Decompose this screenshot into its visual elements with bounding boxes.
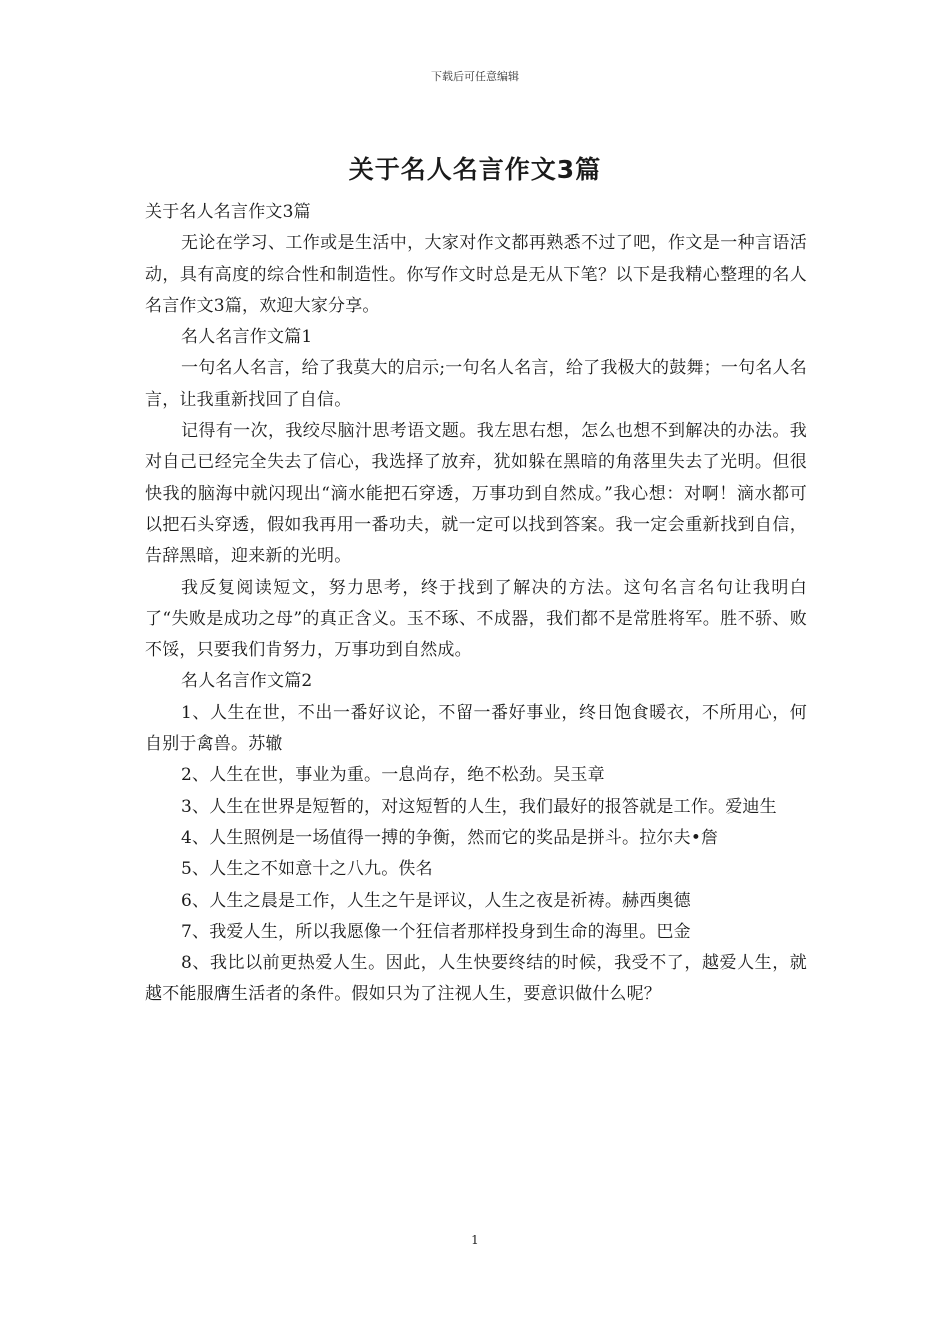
subtitle-paragraph: 关于名人名言作文3篇 <box>145 202 311 222</box>
essay-1-paragraph: 我反复阅读短文，努力思考，终于找到了解决的方法。这句名言名句让我明白了“失败是成功之母”的真正含义。玉不琢、不成器，我们都不是常胜将军。胜不骄、败不馁，只要我们肯努力，万事功到自然成。 <box>145 577 807 661</box>
document-body <box>145 197 807 1011</box>
page-number: 1 <box>471 1233 479 1247</box>
quote-item: 2、人生在世，事业为重。一息尚存，绝不松劲。吴玉章 <box>181 765 605 786</box>
document-title: 关于名人名言作文3篇 <box>348 155 602 184</box>
page-header: 下载后可任意编辑 <box>431 70 519 83</box>
section-heading-essay-1: 名人名言作文篇1 <box>181 327 313 348</box>
quote-item: 6、人生之晨是工作，人生之午是评议，人生之夜是祈祷。赫西奥德 <box>181 890 691 911</box>
quote-item: 3、人生在世界是短暂的，对这短暂的人生，我们最好的报答就是工作。爱迪生 <box>181 796 777 817</box>
quote-item: 5、人生之不如意十之八九。佚名 <box>181 859 433 880</box>
intro-paragraph: 无论在学习、工作或是生活中，大家对作文都再熟悉不过了吧，作文是一种言语活动，具有高度的综合性和制造性。你写作文时总是无从下笔？以下是我精心整理的名人名言作文3篇，欢迎大家分享。 <box>145 233 807 316</box>
section-heading-essay-2: 名人名言作文篇2 <box>181 671 313 692</box>
essay-1-paragraph: 一句名人名言，给了我莫大的启示;一句名人名言，给了我极大的鼓舞；一句名人名言，让我重新找回了自信。 <box>145 358 807 410</box>
quote-item: 8、我比以前更热爱人生。因此，人生快要终结的时候，我受不了，越爱人生，就越不能服膺生活者的条件。假如只为了注视人生，要意识做什么呢？ <box>145 953 807 1005</box>
essay-1-paragraph: 记得有一次，我绞尽脑汁思考语文题。我左思右想，怎么也想不到解决的办法。我对自己已经完全失去了信心，我选择了放弃，犹如躲在黑暗的角落里失去了光明。但很快我的脑海中就闪现出“滴水能把石穿透，万事功到自然成。”我心想：对啊！滴水都可以把石头穿透，假如我再用一番功夫，就一定可以找到答案。我一定会重新找到自信，告辞黑暗，迎来新的光明。 <box>145 421 807 567</box>
quote-item: 7、我爱人生，所以我愿像一个狂信者那样投身到生命的海里。巴金 <box>181 921 691 942</box>
quote-item: 4、人生照例是一场值得一搏的争衡，然而它的奖品是拼斗。拉尔夫•詹 <box>181 827 719 848</box>
quote-item: 1、人生在世，不出一番好议论，不留一番好事业，终日饱食暖衣，不所用心，何自别于禽兽。苏辙 <box>145 702 807 755</box>
